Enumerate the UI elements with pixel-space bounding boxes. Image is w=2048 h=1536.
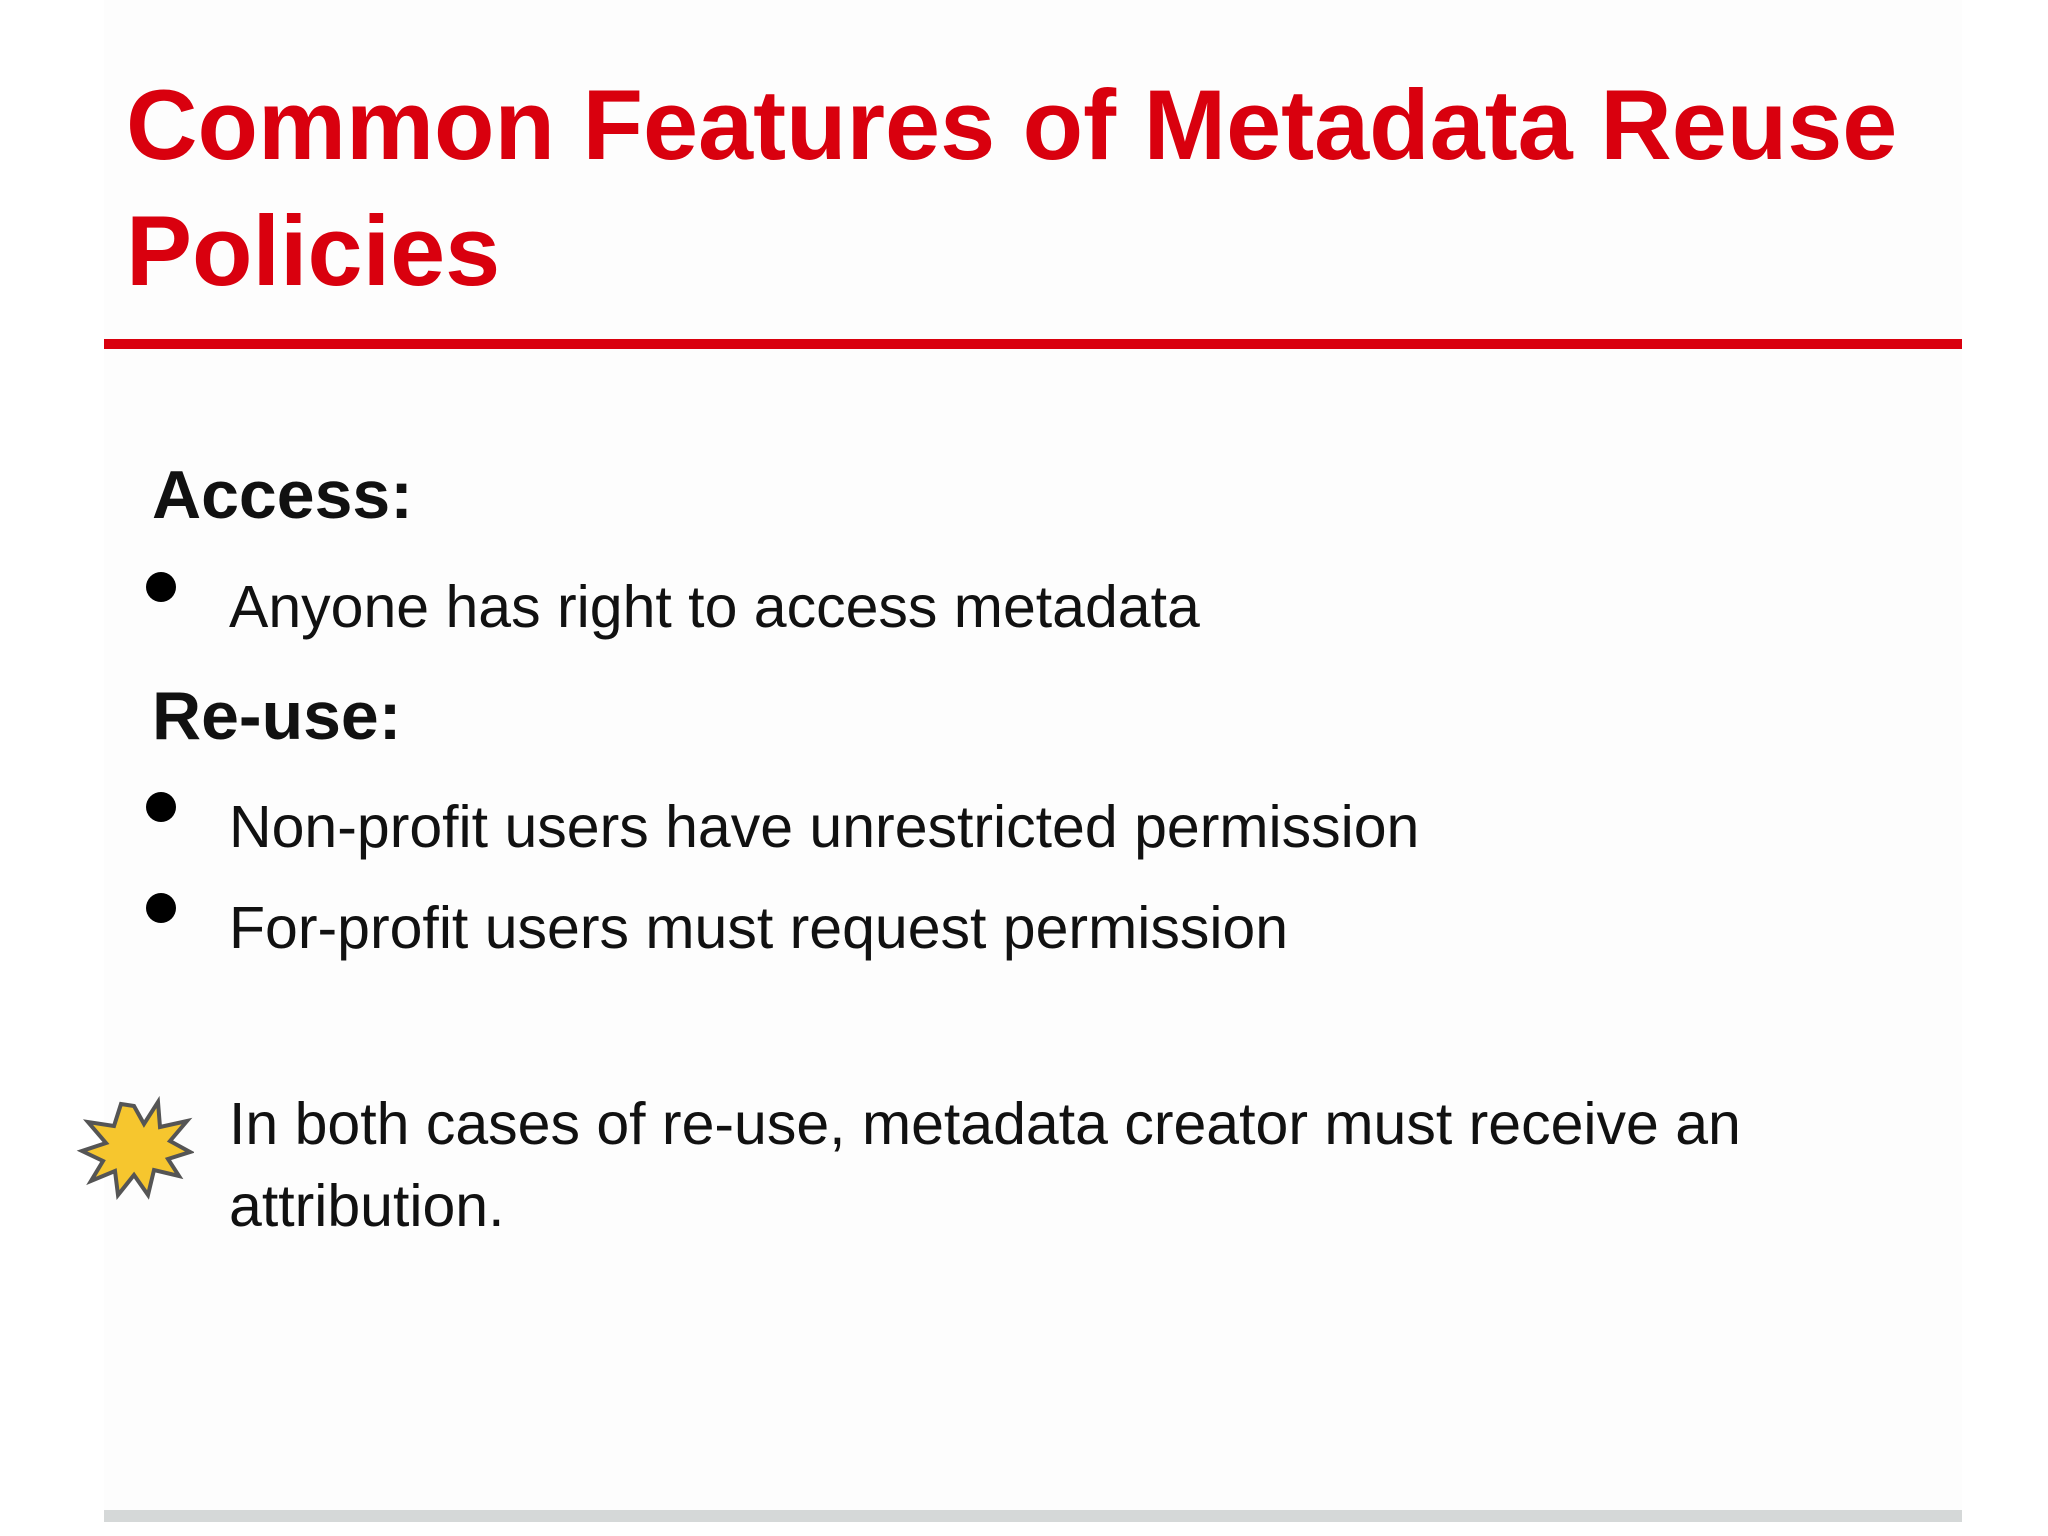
- attribution-note: In both cases of re-use, metadata creator must receive an attribution.: [229, 1091, 1741, 1239]
- access-bullet-1: Anyone has right to access metadata: [229, 574, 1200, 640]
- bullet-icon: [146, 792, 176, 822]
- slide-title: Common Features of Metadata Reuse Policies: [126, 69, 1898, 306]
- bullet-icon: [146, 572, 176, 602]
- title-divider: [104, 339, 1962, 349]
- starburst-icon: [76, 1094, 194, 1202]
- bullet-icon: [146, 893, 176, 923]
- access-heading: Access:: [152, 457, 413, 533]
- reuse-heading: Re-use:: [152, 678, 402, 754]
- reuse-bullet-1: Non-profit users have unrestricted permission: [229, 794, 1420, 860]
- reuse-bullet-2: For-profit users must request permission: [229, 895, 1289, 961]
- footer-divider: [104, 1510, 1962, 1522]
